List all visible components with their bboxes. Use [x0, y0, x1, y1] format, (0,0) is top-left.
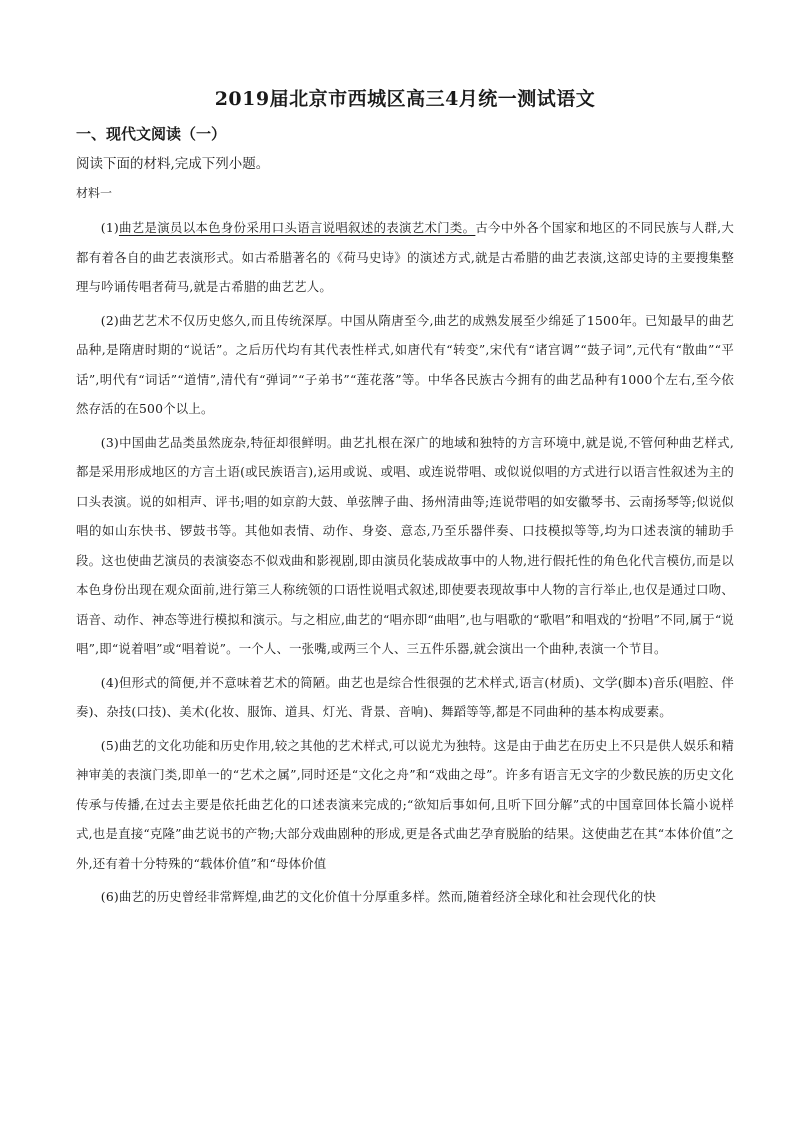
paragraph-number: (6)	[100, 889, 119, 904]
paragraph-text: 中国曲艺品类虽然庞杂,特征却很鲜明。曲艺扎根在深广的地域和独特的方言环境中,就是说,不管何种曲艺样式,都是采用形成地区的方言土语(或民族语言),运用或说、或唱、或连说带唱、或似说似唱的方式进行以语言性叙述为主的口头表演。说的如相声、评书;唱的如京韵大鼓、单弦牌子曲、扬州清曲等;连说带唱的如安徽琴书、云南扬琴等;似说似唱的如山东快书、锣鼓书等。其他如表情、动作、身姿、意态,乃至乐器伴奏、口技模拟等等,均为口述表演的辅助手段。这也使曲艺演员的表演姿态不似戏曲和影视剧,即由演员化装成故事中的人物,进行假托性的角色化代言模仿,而是以本色身份出现在观众面前,进行第三人称统领的口语性说唱式叙述,即使要表现故事中人物的言行举止,也仅是通过口吻、语音、动作、神态等进行模拟和演示。与之相应,曲艺的“唱亦即“曲唱”,也与唱歌的“歌唱”和唱戏的“扮唱”不同,属于“说唱”,即“说着唱”或“唱着说”。一个人、一张嘴,或两三个人、三五件乐器,就会演出一个曲种,表演一个节目。	[76, 434, 734, 656]
instruction-text: 阅读下面的材料,完成下列小题。	[76, 156, 270, 172]
paragraph-number: (1)	[100, 220, 119, 235]
paragraph-number: (5)	[100, 737, 119, 753]
paragraph-3	[76, 428, 734, 664]
paragraph-number: (4)	[100, 674, 119, 690]
paragraph-6	[76, 882, 734, 912]
underlined-sentence: 曲艺是演员以本色身份采用口头语言说唱叙述的表演艺术门类。	[118, 220, 476, 235]
paragraph-number: (3)	[100, 434, 119, 450]
paragraph-1	[76, 213, 734, 302]
paragraph-text: 但形式的简便,并不意味着艺术的简陋。曲艺也是综合性很强的艺术样式,语言(材质)、文学(脚本)音乐(唱腔、伴奏)、杂技(口技)、美术(化妆、服饰、道具、灯光、背景、音响)、舞蹈等等,都是不同曲种的基本构成要素。	[76, 674, 734, 719]
paragraph-4	[76, 668, 734, 727]
paragraph-text: 曲艺的历史曾经非常辉煌,曲艺的文化价值十分厚重多样。然而,随着经济全球化和社会现代化的快	[118, 889, 657, 904]
section-heading: 一、现代文阅读（一）	[76, 125, 227, 143]
paragraph-number: (2)	[100, 312, 119, 328]
material-label: 材料一	[76, 186, 113, 200]
paragraph-2	[76, 306, 734, 424]
paragraph-text: 古今中外各个国家和地区的不同民族与人群,大都有着各自的曲艺表演形式。如古希腊著名的《荷马史诗》的演述方式,就是古希腊的曲艺表演,这部史诗的主要搜集整理与吟诵传唱者荷马,就是古希腊的曲艺艺人。	[76, 220, 734, 294]
paragraph-text: 曲艺艺术不仅历史悠久,而且传统深厚。中国从隋唐至今,曲艺的成熟发展至少绵延了1500年。已知最早的曲艺品种,是隋唐时期的“说话”。之后历代均有其代表性样式,如唐代有“转变”,宋代有“诸宫调”“鼓子词”,元代有“散曲”“平话”,明代有“词话”“道情”,清代有“弹词”“子弟书”“莲花落”等。中华各民族古今拥有的曲艺品种有1000个左右,至今依然存活的在500个以上。	[76, 312, 734, 416]
paragraph-text: 曲艺的文化功能和历史作用,较之其他的艺术样式,可以说尤为独特。这是由于曲艺在历史上不只是供人娱乐和精神审美的表演门类,即单一的“艺术之属”,同时还是“文化之舟”和“戏曲之母”。许多有语言无文字的少数民族的历史文化传承与传播,在过去主要是依托曲艺化的口述表演来完成的;“欲知后事如何,且听下回分解”式的中国章回体长篇小说样式,也是直接“克隆”曲艺说书的产物;大部分戏曲剧种的形成,更是各式曲艺孕育脱胎的结果。这使曲艺在其“本体价值”之外,还有着十分特殊的“载体价值”和“母体价值	[76, 737, 734, 871]
document-title: 2019届北京市西城区高三4月统一测试语文	[214, 88, 596, 110]
paragraph-5	[76, 731, 734, 879]
